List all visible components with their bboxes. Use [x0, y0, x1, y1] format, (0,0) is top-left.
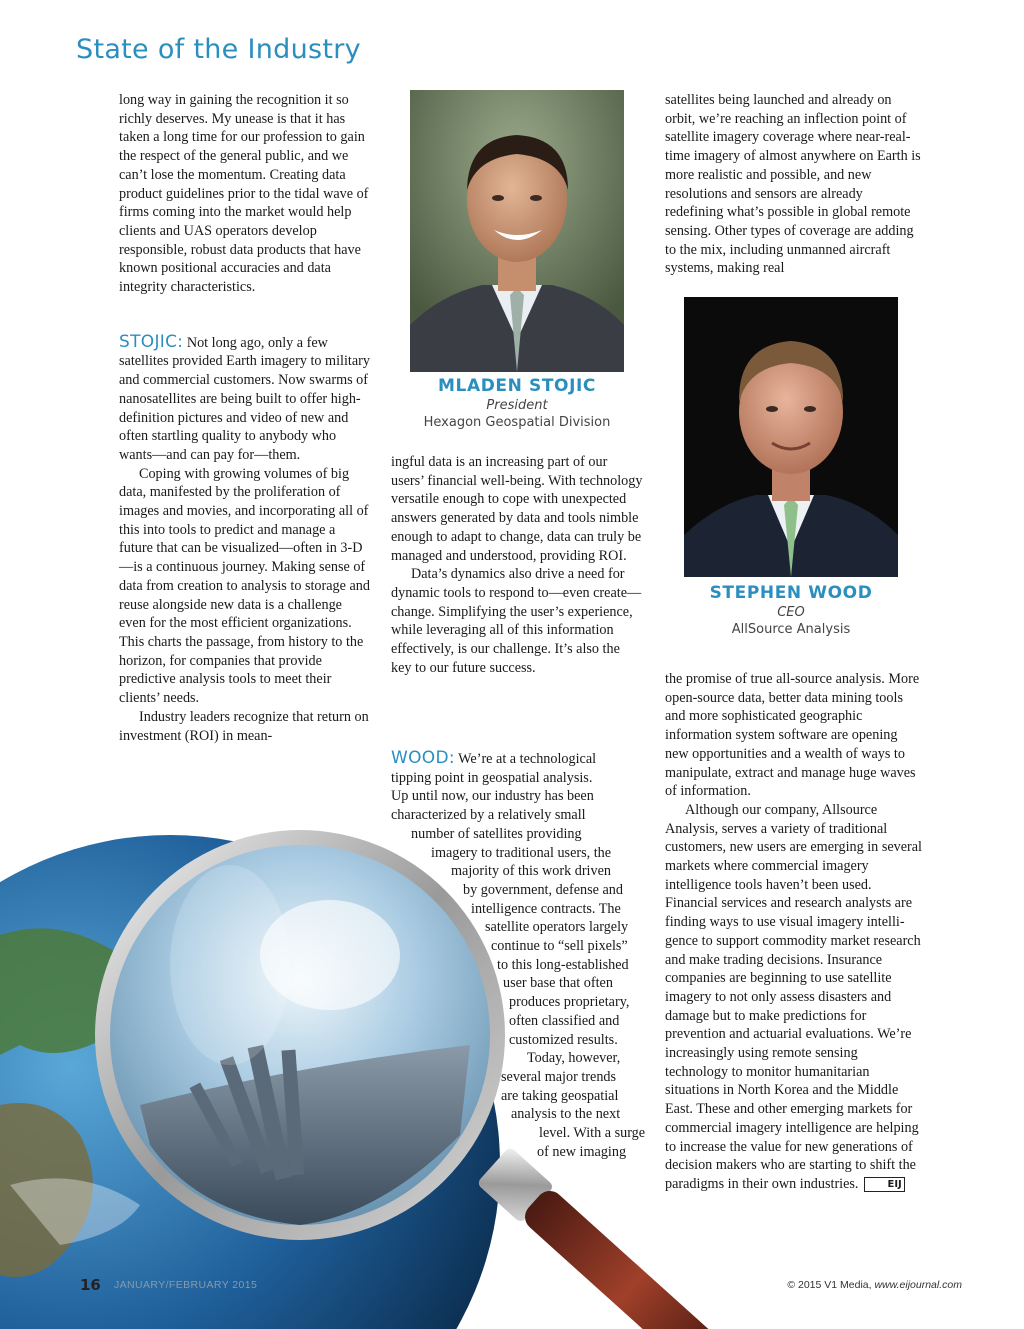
text-line — [391, 787, 643, 806]
paragraph: the promise of true all-source analysis. More open-source data, better data mining tools and more sophisticated geographic information system software are opening new opportunities and a wealth of ways to manipulate, extract and manage huge waves of information. — [665, 671, 920, 800]
end-of-article-mark: EIJ — [864, 1177, 904, 1192]
magnifying-glass-earth-illustration — [0, 805, 740, 1329]
text-line-content: by government, defense and — [463, 881, 623, 898]
text-line-content: of new imaging — [537, 1143, 627, 1160]
paragraph: Coping with growing volumes of big data, manifested by the proliferation of images and movies, and incorporating all of this into tools to predict and manage a future that can be visualized—often in 3-D—is a continuous journey. Making sense of data from creation to analysis to storage and reuse alongside new data is a challenge even for the most efficient organizations. This charts the passage, from history to the horizon, for companies that provide predictive analysis tools to meet their clients’ needs. — [119, 465, 370, 707]
caption-name: STEPHEN WOOD — [709, 583, 873, 603]
text-line-content: are taking geospatial — [501, 1087, 619, 1104]
portrait-stephen-wood — [684, 297, 898, 577]
column-middle — [391, 453, 643, 677]
text-line-content: We’re at a technological — [454, 751, 597, 767]
text-line-content: number of satellites providing — [411, 825, 582, 842]
text-line-content: user base that often — [503, 975, 613, 992]
text-line-content: Up until now, our industry has been — [391, 788, 594, 805]
text-line — [391, 769, 643, 788]
column-right-top — [665, 91, 923, 278]
text-line-content: often classified and — [509, 1012, 620, 1029]
text-line-content: continue to “sell pixels” — [491, 938, 628, 955]
paragraph — [119, 333, 371, 465]
text-line-content: Today, however, — [527, 1050, 621, 1067]
copyright-text: © 2015 V1 Media, — [787, 1279, 875, 1291]
speaker-label-wood: WOOD: — [391, 748, 455, 768]
text-line-content: customized results. — [509, 1031, 618, 1048]
caption-title: President — [486, 398, 548, 413]
speaker-label-stojic: STOJIC: — [119, 331, 184, 352]
text-line-content: several major trends — [501, 1068, 617, 1085]
paragraph: long way in gaining the recognition it so richly deserves. My unease is that it has taken a long time for our profession to gain the respect of the general public, and we can’t lose the momentum. Creating data product guidelines prior to the tidal wave of firms coming into the market would help clients and UAS operators develop responsible, robust data products that have known positional accuracies and data integrity characteristics. — [119, 92, 369, 296]
text-line-content: majority of this work driven — [451, 863, 611, 880]
text-line-content: analysis to the next — [511, 1106, 621, 1123]
issue-date: JANUARY/FEBRUARY 2015 — [114, 1279, 258, 1291]
website-link: www.eijournal.com — [874, 1279, 962, 1291]
paragraph-text: Although our company, Allsource Analysis, serves a variety of traditional customers, new users are emerging in several markets where commercial imagery intelligence tools haven’t been used. Financial services and research analysts are finding ways to use visual imagery intelligence to support commodity market research and make trading decisions. Insurance companies are beginning to use satellite imagery to not only assess disasters and damage but to make predictions for prevention and actuarial evaluations. We’re increasingly using remote sensing technology to monitor humanitarian situations in North Korea and the Middle East. These and other emerging markets for commercial imagery intelligence are helping to increase the value for new generations of decision makers who are starting to shift the paradigms in their own industries. — [665, 801, 922, 1192]
text-line-content: to this long-established — [497, 956, 629, 973]
caption-stojic — [400, 376, 634, 430]
text-line-content: produces proprietary, — [509, 994, 630, 1011]
paragraph: Data’s dynamics also drive a need for dynamic tools to respond to—even create—change. Simplifying the user’s experience, while leveraging all of this information effectively, is our challenge. It’s also the key to our future success. — [391, 566, 642, 676]
caption-org: AllSource Analysis — [731, 622, 851, 637]
text-line-content: intelligence contracts. The — [471, 900, 621, 917]
paragraph: ingful data is an increasing part of our users’ financial well-being. With technology versatile enough to cope with unexpected answers generated by data and tools nimble enough to adapt to change, data can truly be managed and understood, providing ROI. — [391, 454, 643, 564]
paragraph-text: Not long ago, only a few satellites provided Earth imagery to military and commercial customers. Now swarms of nanosatellites are being built to offer high-definition pictures and video of new and often startling quality to anybody who wants—and can pay for—them. — [119, 334, 370, 463]
text-line-content: tipping point in geospatial analysis. — [391, 769, 593, 786]
column-left — [119, 91, 371, 745]
portrait-mladen-stojic — [410, 90, 624, 372]
copyright-line — [787, 1279, 962, 1291]
text-line-content: level. With a surge — [539, 1125, 646, 1142]
caption-wood — [674, 583, 908, 637]
paragraph: Industry leaders recognize that return on investment (ROI) in mean- — [119, 708, 369, 744]
text-line-content: satellite operators largely — [485, 919, 629, 936]
caption-title: CEO — [777, 605, 805, 620]
text-line-content: imagery to traditional users, the — [431, 844, 612, 861]
section-title: State of the Industry — [76, 34, 361, 65]
text-line-content: characterized by a relatively small — [391, 807, 586, 824]
caption-org: Hexagon Geospatial Division — [423, 415, 611, 430]
page-number: 16 — [80, 1276, 101, 1294]
text-line — [391, 749, 643, 769]
caption-name: MLADEN STOJIC — [438, 376, 596, 396]
paragraph: satellites being launched and already on orbit, we’re reaching an inflection point of satellite imagery coverage where near-real-time imagery of almost anywhere on Earth is more realistic and possible, and new resolutions and sensors are already redefining what’s possible in global remote sensing. Other types of coverage are adding to the mix, including unmanned aircraft systems, making real — [665, 92, 921, 277]
